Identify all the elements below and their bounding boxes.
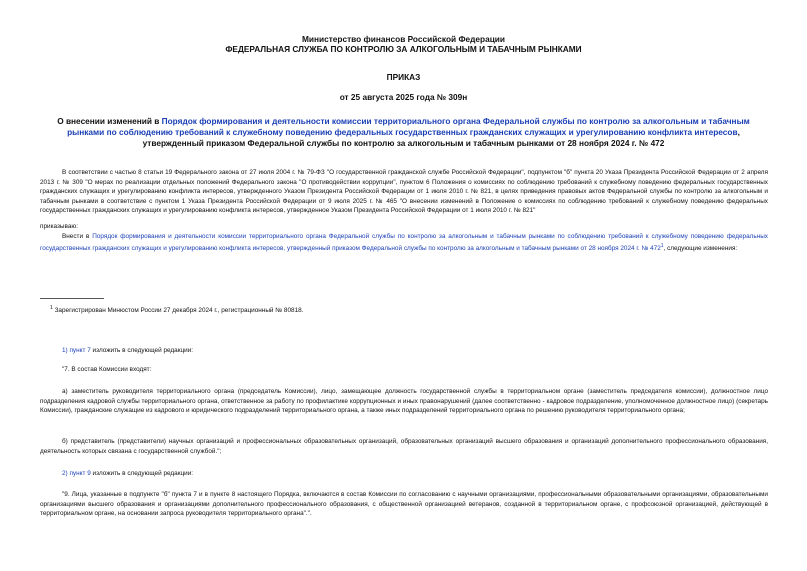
- order-verb: приказываю:: [40, 223, 78, 230]
- point-7-b: б) представитель (представители) научных организаций и профессиональных образовательных организаций, образовательных организаций высшего образования и организаций дополнительного профессионального образования, деятельность которых связана с государственной службой.";: [40, 438, 768, 455]
- title-pre: О внесении изменений в: [57, 116, 162, 126]
- service-name: ФЕДЕРАЛЬНАЯ СЛУЖБА ПО КОНТРОЛЮ ЗА АЛКОГОЛЬНЫМ И ТАБАЧНЫМ РЫНКАМИ: [225, 44, 582, 54]
- preamble-text-2: , в целях приведения правовых актов Федеральной службы по контролю за алкогольным и табачным рынками в соответствие с пунктом 1 Указа Президента Российской Федерации от 9 июля 2025 г. № 465 "О внесении изменений в Положение о комиссиях по соблюдению требований к служебному поведению федеральных государственных гражданских служащих и урегулированию конфликта интересов, утвержденное Указом Президента Российской Федерации от 1 июля 2010 г. № 821": [40, 188, 768, 214]
- issuer-block: [0, 34, 807, 54]
- item-1-link[interactable]: пункт 7: [69, 347, 91, 354]
- footnote-separator: [40, 298, 104, 299]
- order-heading: ПРИКАЗ: [386, 72, 421, 82]
- item-2: [40, 469, 768, 479]
- changes-paragraph: [40, 232, 768, 253]
- footnote-text: Зарегистрирован Минюстом России 27 декабря 2024 г., регистрационный № 80818.: [54, 307, 304, 315]
- footnote-ref[interactable]: 1: [660, 242, 664, 249]
- footnote-mark: 1: [50, 305, 53, 311]
- order-date: от 25 августа 2025 года № 309н: [339, 92, 468, 102]
- item-1-num: 1): [62, 347, 70, 354]
- preamble-paragraph: [40, 168, 768, 216]
- ministry-name: Министерство финансов Российской Федерации: [301, 34, 506, 44]
- changes-text-2: , следующие изменения:: [663, 244, 738, 252]
- changes-text-1: Внести в: [62, 233, 93, 240]
- item-2-rest: изложить в следующей редакции:: [90, 470, 194, 477]
- point-7-a: а) заместитель руководителя территориального органа (председатель Комиссии), лицо, замещающее должность государственной службы в территориальном органе (заместитель председателя комиссии), должностное лицо подразделения кадровой службы территориального органа, ответственное за работу по профилактике коррупционных и иных правонарушений (далее соответственно - кадровое подразделение, уполномоченное должностное лицо) (секретарь Комиссии), гражданские служащие из кадрового и юридического подразделений территориального органа, а также иных подразделений территориального органа по решению руководителя территориального органа;: [40, 388, 768, 414]
- item-2-num: 2): [62, 470, 70, 477]
- preamble-text-1: В соответствии с частью 8 статьи 19 Федерального закона от 27 июля 2004 г. № 79-ФЗ "О государственной гражданской службе Российской Федерации", подпунктом "б" пункта 20 Указа Президента Российской Федерации от 2 апреля 2013 г. № 309 "О мерах по реализации отдельных положений Федерального закона "О противодействии коррупции", пунктом 6 Положения о комиссиях по соблюдению требований к служебному поведению федеральных государственных гражданских служащих и урегулированию конфликта интересов, утвержденного Указом Президента Российской Федерации от 1 июля 2010 г. № 821: [40, 169, 768, 195]
- procedure-link[interactable]: Порядок формирования и деятельности комиссии территориального органа Федеральной службы по контролю за алкогольным и табачным рынками по соблюдению требований к служебному поведению федеральных государственных гражданских служащих и урегулированию конфликта интересов, утвержденный приказом Федеральной службы по контролю за алкогольным и табачным рынками от 28 ноября 2024 г. № 472: [40, 233, 769, 252]
- order-title: [40, 116, 767, 149]
- item-1: [40, 346, 768, 356]
- item-2-link[interactable]: пункт 9: [69, 470, 91, 477]
- footnote: [50, 304, 750, 316]
- title-post: , утвержденный приказом Федеральной службы по контролю за алкогольным и табачным рынками от 28 ноября 2024 г. № 472: [142, 127, 740, 148]
- point-9: "9. Лица, указанные в подпункте "б" пункта 7 и в пункте 8 настоящего Порядка, включаются в состав Комиссии по согласованию с научными организациями, профессиональными образовательными организациями, образовательными организациями высшего образования и организациями дополнительного профессионального образования, с общественной организацией ветеранов, созданной в территориальном органе, с профсоюзной организацией, действующей в территориальном органе, на основании запроса руководителя территориального органа".".: [40, 491, 768, 517]
- item-1-rest: изложить в следующей редакции:: [90, 347, 194, 354]
- title-procedure-link[interactable]: Порядок формирования и деятельности комиссии территориального органа Федеральной службы по контролю за алкогольным и табачным рынками по соблюдению требований к служебному поведению федеральных государственных гражданских служащих и урегулированию конфликта интересов: [67, 116, 750, 137]
- point-7-intro: "7. В состав Комиссии входят:: [62, 366, 152, 373]
